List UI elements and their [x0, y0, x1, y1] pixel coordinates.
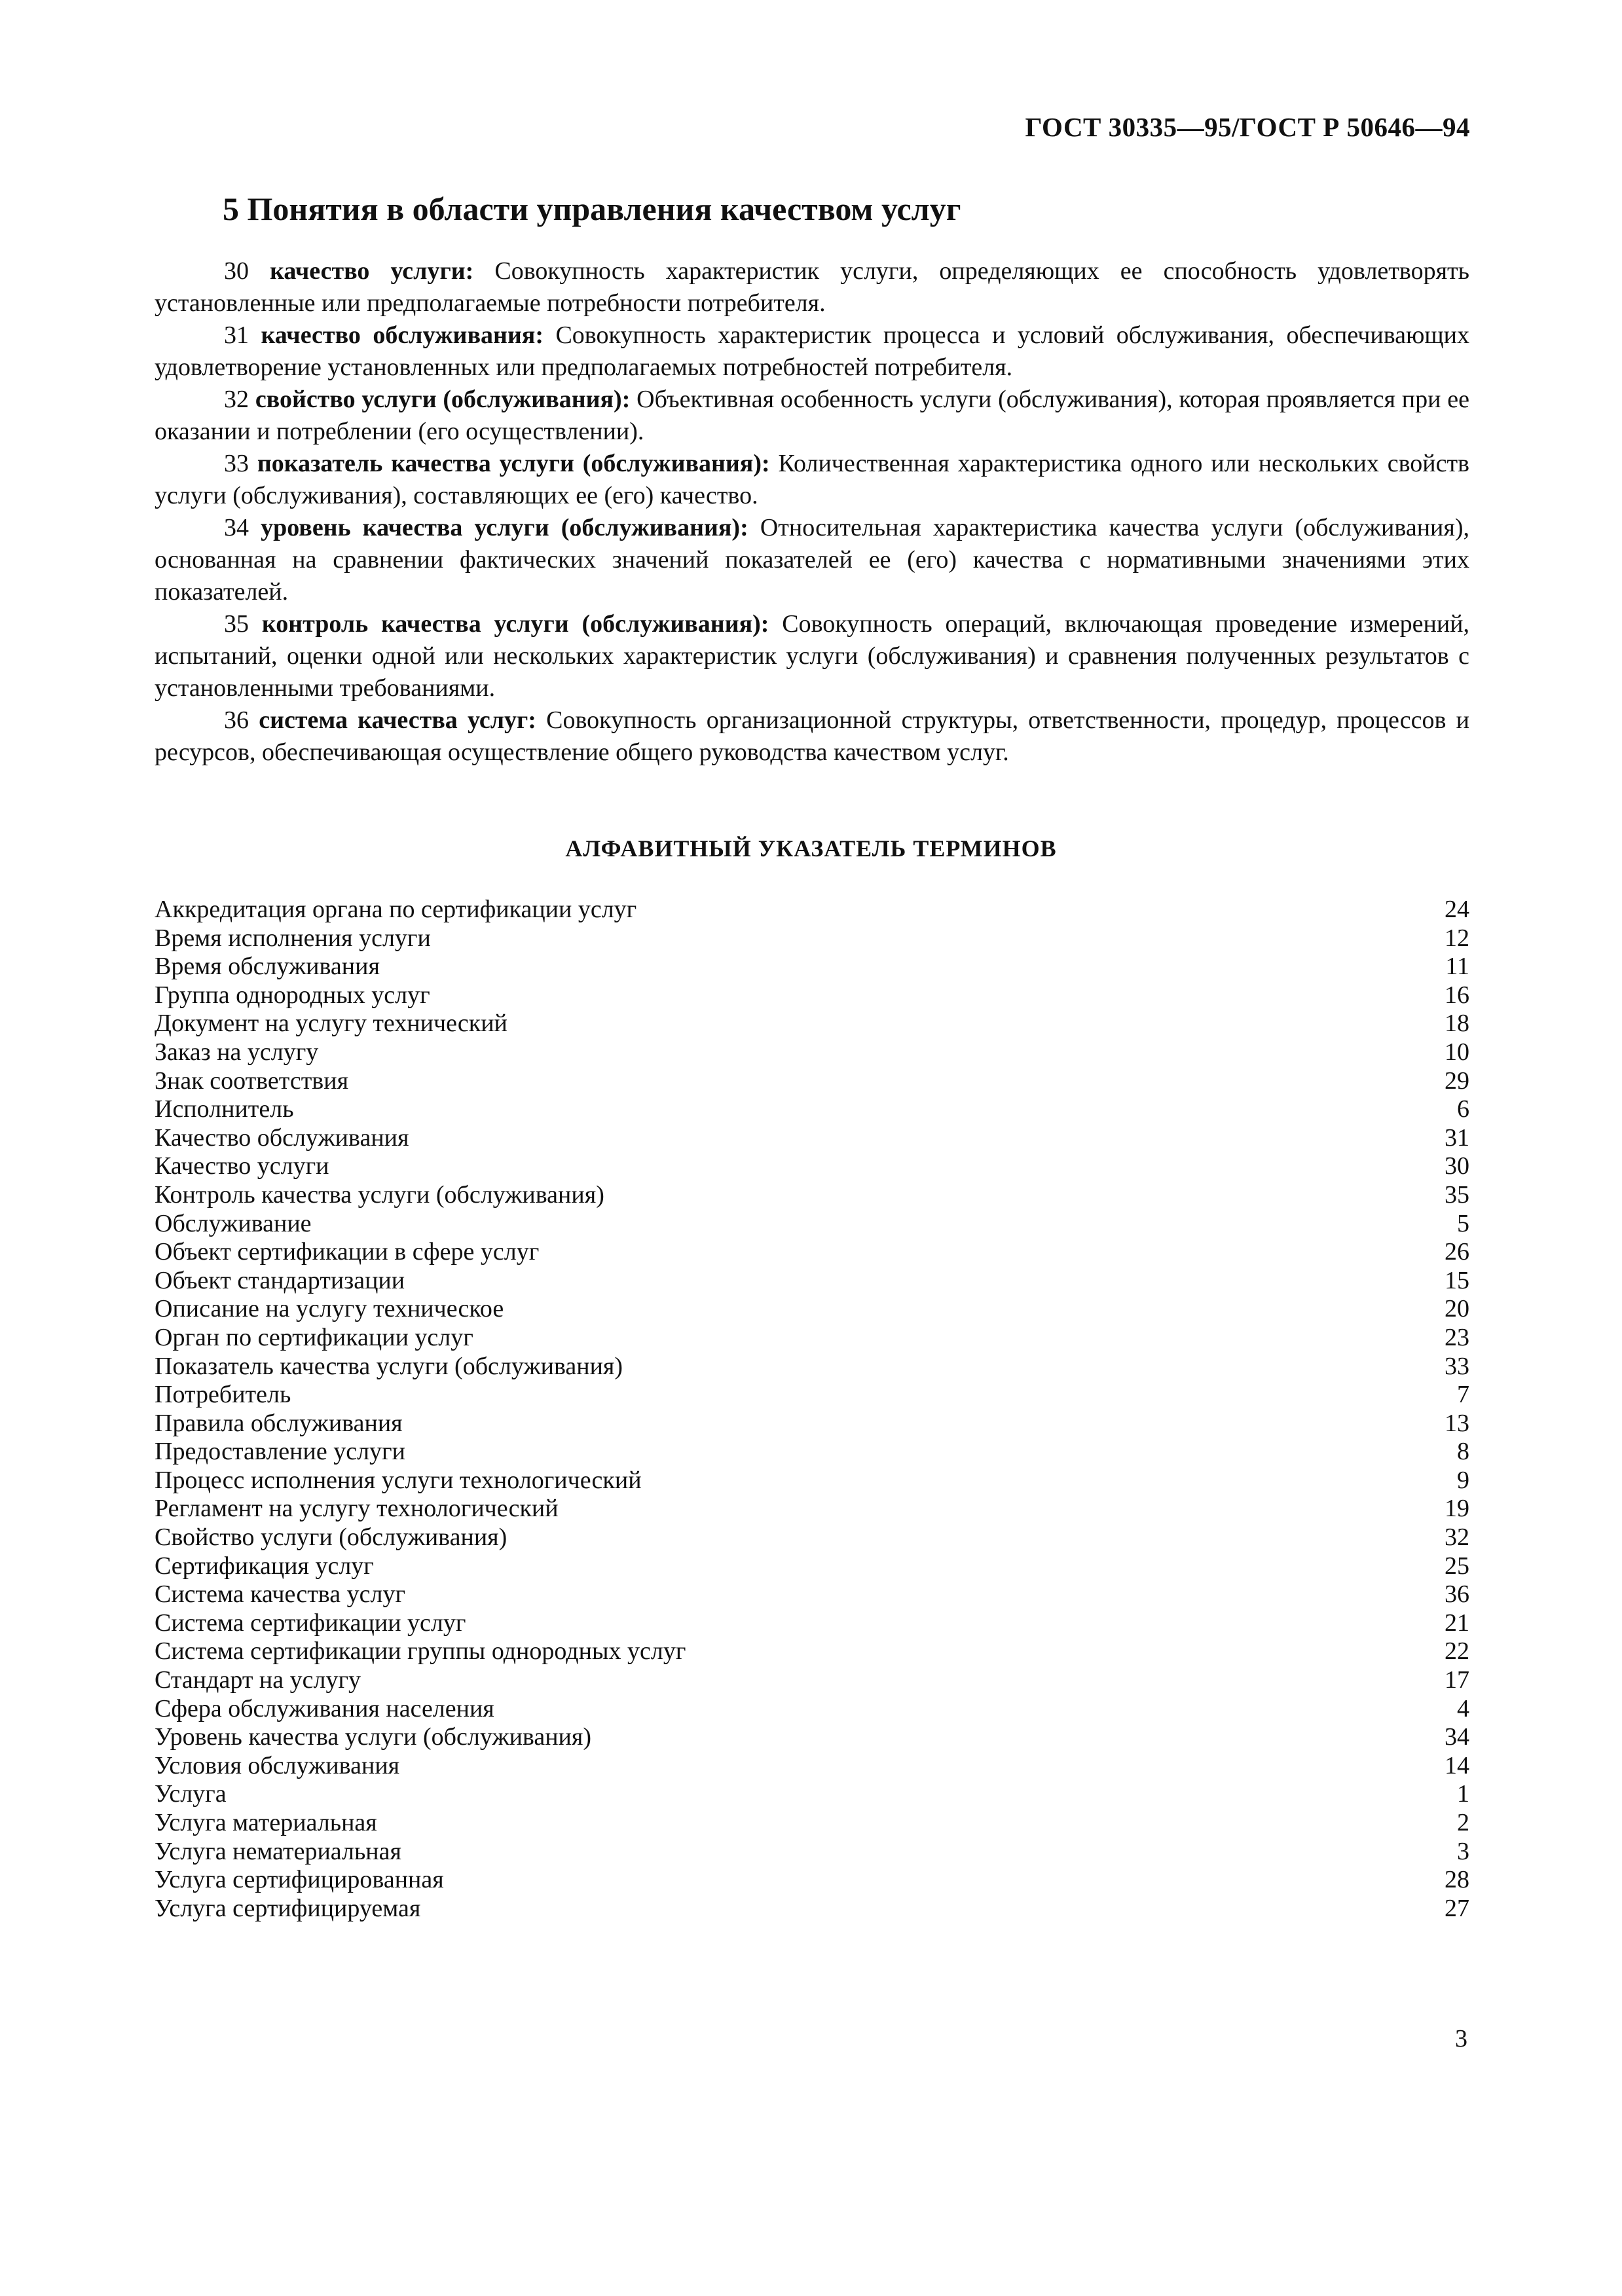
index-term: Условия обслуживания — [155, 1751, 400, 1779]
index-row — [155, 1838, 1469, 1867]
index-number: 3 — [1457, 1837, 1469, 1865]
index-number: 18 — [1445, 1010, 1469, 1038]
index-term: Услуга материальная — [155, 1809, 377, 1836]
definition-item — [155, 608, 1469, 704]
index-term: Услуга сертифицируемая — [155, 1894, 421, 1922]
index-number: 14 — [1445, 1751, 1469, 1779]
index-term: Время исполнения услуги — [155, 924, 431, 952]
index-row — [155, 1523, 1469, 1552]
index-number: 12 — [1445, 924, 1469, 952]
definition-text: Относительная характеристика качества услуги (обслуживания), основанная на сравнении фактических значений показателей ее (его) качества с нормативными значениями этих показателей. — [155, 514, 1470, 606]
definition-term: показатель качества услуги (обслуживания): — [257, 450, 770, 477]
index-row — [155, 1438, 1469, 1467]
definition-term: качество услуги: — [270, 257, 474, 285]
index-term: Орган по сертификации услуг — [155, 1323, 473, 1351]
section-title: 5 Понятия в области управления качеством услуг — [223, 191, 961, 227]
index-number: 25 — [1445, 1552, 1469, 1580]
index-row — [155, 1552, 1469, 1581]
definition-item — [155, 384, 1469, 448]
index-number: 17 — [1445, 1666, 1469, 1694]
index-row — [155, 1609, 1469, 1638]
index-term: Заказ на услугу — [155, 1038, 319, 1066]
index-row — [155, 1353, 1469, 1381]
definition-term: система качества услуг: — [259, 706, 536, 734]
index-number: 7 — [1457, 1381, 1469, 1409]
definition-number: 31 — [224, 321, 249, 349]
index-term: Система сертификации группы однородных услуг — [155, 1637, 686, 1666]
index-title: АЛФАВИТНЫЙ УКАЗАТЕЛЬ ТЕРМИНОВ — [565, 835, 1057, 862]
definition-text: Совокупность характеристик услуги, определяющих ее способность удовлетворять установленные или предполагаемые потребности потребителя. — [155, 257, 1469, 317]
definition-item — [155, 704, 1469, 769]
index-number: 9 — [1457, 1466, 1469, 1494]
definition-text: Совокупность организационной структуры, ответственности, процедур, процессов и ресурсов, обеспечивающая осуществление общего руководства качеством услуг. — [155, 706, 1470, 766]
index-term: Система сертификации услуг — [155, 1609, 466, 1637]
index-term: Контроль качества услуги (обслуживания) — [155, 1180, 604, 1209]
index-row — [155, 1067, 1469, 1096]
index-number: 28 — [1445, 1866, 1469, 1894]
index-row — [155, 1095, 1469, 1124]
index-number: 35 — [1445, 1180, 1469, 1209]
index-number: 15 — [1445, 1266, 1469, 1294]
index-term: Обслуживание — [155, 1209, 312, 1237]
index-row — [155, 1124, 1469, 1153]
index-term: Показатель качества услуги (обслуживания) — [155, 1352, 623, 1380]
index-row — [155, 1752, 1469, 1781]
index-term: Регламент на услугу технологический — [155, 1495, 559, 1523]
definition-term: качество обслуживания: — [261, 321, 544, 349]
index-row — [155, 1580, 1469, 1609]
index-term: Время обслуживания — [155, 953, 380, 981]
index-row — [155, 1324, 1469, 1353]
definition-number: 35 — [224, 610, 249, 638]
index-number: 30 — [1445, 1152, 1469, 1180]
index-term: Стандарт на услугу — [155, 1666, 361, 1694]
index-term: Исполнитель — [155, 1095, 294, 1123]
index-row — [155, 896, 1469, 924]
index-number: 21 — [1445, 1609, 1469, 1637]
index-term: Система качества услуг — [155, 1580, 406, 1609]
index-row — [155, 1238, 1469, 1267]
definition-text: Объективная особенность услуги (обслуживания), которая проявляется при ее оказании и потреблении (его осуществлении). — [155, 386, 1470, 445]
index-row — [155, 1267, 1469, 1296]
index-term: Услуга сертифицированная — [155, 1866, 444, 1894]
index-number: 34 — [1445, 1723, 1469, 1751]
index-number: 10 — [1445, 1038, 1469, 1066]
index-number: 36 — [1445, 1580, 1469, 1609]
index-number: 31 — [1445, 1123, 1469, 1152]
index-number: 22 — [1445, 1637, 1469, 1666]
definition-item — [155, 255, 1469, 319]
index-row — [155, 924, 1469, 953]
index-number: 20 — [1445, 1295, 1469, 1323]
definition-number: 36 — [224, 706, 249, 734]
index-term: Уровень качества услуги (обслуживания) — [155, 1723, 592, 1751]
definition-text: Совокупность характеристик процесса и условий обслуживания, обеспечивающих удовлетворение установленных или предполагаемых потребностей потребителя. — [155, 321, 1470, 381]
index-term: Качество услуги — [155, 1152, 329, 1180]
definition-number: 30 — [224, 257, 249, 285]
definition-number: 33 — [224, 450, 249, 477]
index-term: Документ на услугу технический — [155, 1010, 507, 1038]
index-number: 1 — [1457, 1780, 1469, 1808]
index-row — [155, 1181, 1469, 1210]
index-term: Описание на услугу техническое — [155, 1295, 504, 1323]
alphabetical-index — [155, 896, 1469, 1923]
index-row — [155, 1809, 1469, 1838]
definition-term: контроль качества услуги (обслуживания): — [261, 610, 769, 638]
definition-number: 34 — [224, 514, 249, 541]
definition-text: Совокупность операций, включающая проведение измерений, испытаний, оценки одной или нескольких характеристик услуги (обслуживания) и сравнения полученных результатов с установленными требованиями. — [155, 610, 1470, 702]
index-number: 13 — [1445, 1409, 1469, 1437]
definition-text: Количественная характеристика одного или нескольких свойств услуги (обслуживания), составляющих ее (его) качество. — [155, 450, 1469, 509]
definition-term: уровень качества услуги (обслуживания): — [261, 514, 748, 541]
index-number: 19 — [1445, 1495, 1469, 1523]
index-term: Объект стандартизации — [155, 1266, 405, 1294]
index-row — [155, 1210, 1469, 1239]
index-term: Услуга — [155, 1780, 227, 1808]
index-term: Предоставление услуги — [155, 1438, 405, 1466]
index-row — [155, 981, 1469, 1010]
index-number: 24 — [1445, 896, 1469, 923]
index-row — [155, 1038, 1469, 1067]
index-term: Группа однородных услуг — [155, 981, 430, 1009]
index-term: Потребитель — [155, 1381, 291, 1409]
index-row — [155, 1666, 1469, 1695]
index-row — [155, 1010, 1469, 1038]
index-row — [155, 1723, 1469, 1752]
index-row — [155, 1866, 1469, 1895]
index-row — [155, 1780, 1469, 1809]
index-row — [155, 1295, 1469, 1324]
index-number: 6 — [1457, 1095, 1469, 1123]
definition-term: свойство услуги (обслуживания): — [255, 386, 631, 413]
index-term: Аккредитация органа по сертификации услуг — [155, 896, 637, 923]
index-term: Сертификация услуг — [155, 1552, 374, 1580]
index-number: 2 — [1457, 1809, 1469, 1836]
index-term: Правила обслуживания — [155, 1409, 403, 1437]
index-row — [155, 1410, 1469, 1438]
page-number: 3 — [1455, 2025, 1467, 2052]
index-row — [155, 1495, 1469, 1523]
index-number: 33 — [1445, 1352, 1469, 1380]
index-term: Процесс исполнения услуги технологический — [155, 1466, 642, 1494]
index-row — [155, 1895, 1469, 1923]
index-row — [155, 1381, 1469, 1410]
index-term: Качество обслуживания — [155, 1123, 409, 1152]
index-number: 27 — [1445, 1894, 1469, 1922]
index-term: Объект сертификации в сфере услуг — [155, 1238, 540, 1266]
definition-item — [155, 512, 1469, 608]
index-number: 4 — [1457, 1694, 1469, 1722]
definitions-list — [155, 255, 1469, 769]
document-header: ГОСТ 30335—95/ГОСТ Р 50646—94 — [1025, 112, 1470, 142]
index-row — [155, 1152, 1469, 1181]
index-term: Сфера обслуживания населения — [155, 1694, 494, 1722]
index-number: 26 — [1445, 1238, 1469, 1266]
definition-item — [155, 319, 1469, 384]
index-row — [155, 1637, 1469, 1666]
index-term: Знак соответствия — [155, 1066, 349, 1095]
index-row — [155, 1695, 1469, 1724]
index-number: 16 — [1445, 981, 1469, 1009]
definition-item — [155, 448, 1469, 512]
index-term: Свойство услуги (обслуживания) — [155, 1523, 507, 1552]
index-number: 8 — [1457, 1438, 1469, 1466]
index-number: 29 — [1445, 1066, 1469, 1095]
index-number: 11 — [1445, 953, 1469, 981]
index-term: Услуга нематериальная — [155, 1837, 401, 1865]
index-number: 32 — [1445, 1523, 1469, 1552]
index-number: 23 — [1445, 1323, 1469, 1351]
definition-number: 32 — [224, 386, 249, 413]
index-row — [155, 1467, 1469, 1495]
index-number: 5 — [1457, 1209, 1469, 1237]
index-row — [155, 953, 1469, 981]
